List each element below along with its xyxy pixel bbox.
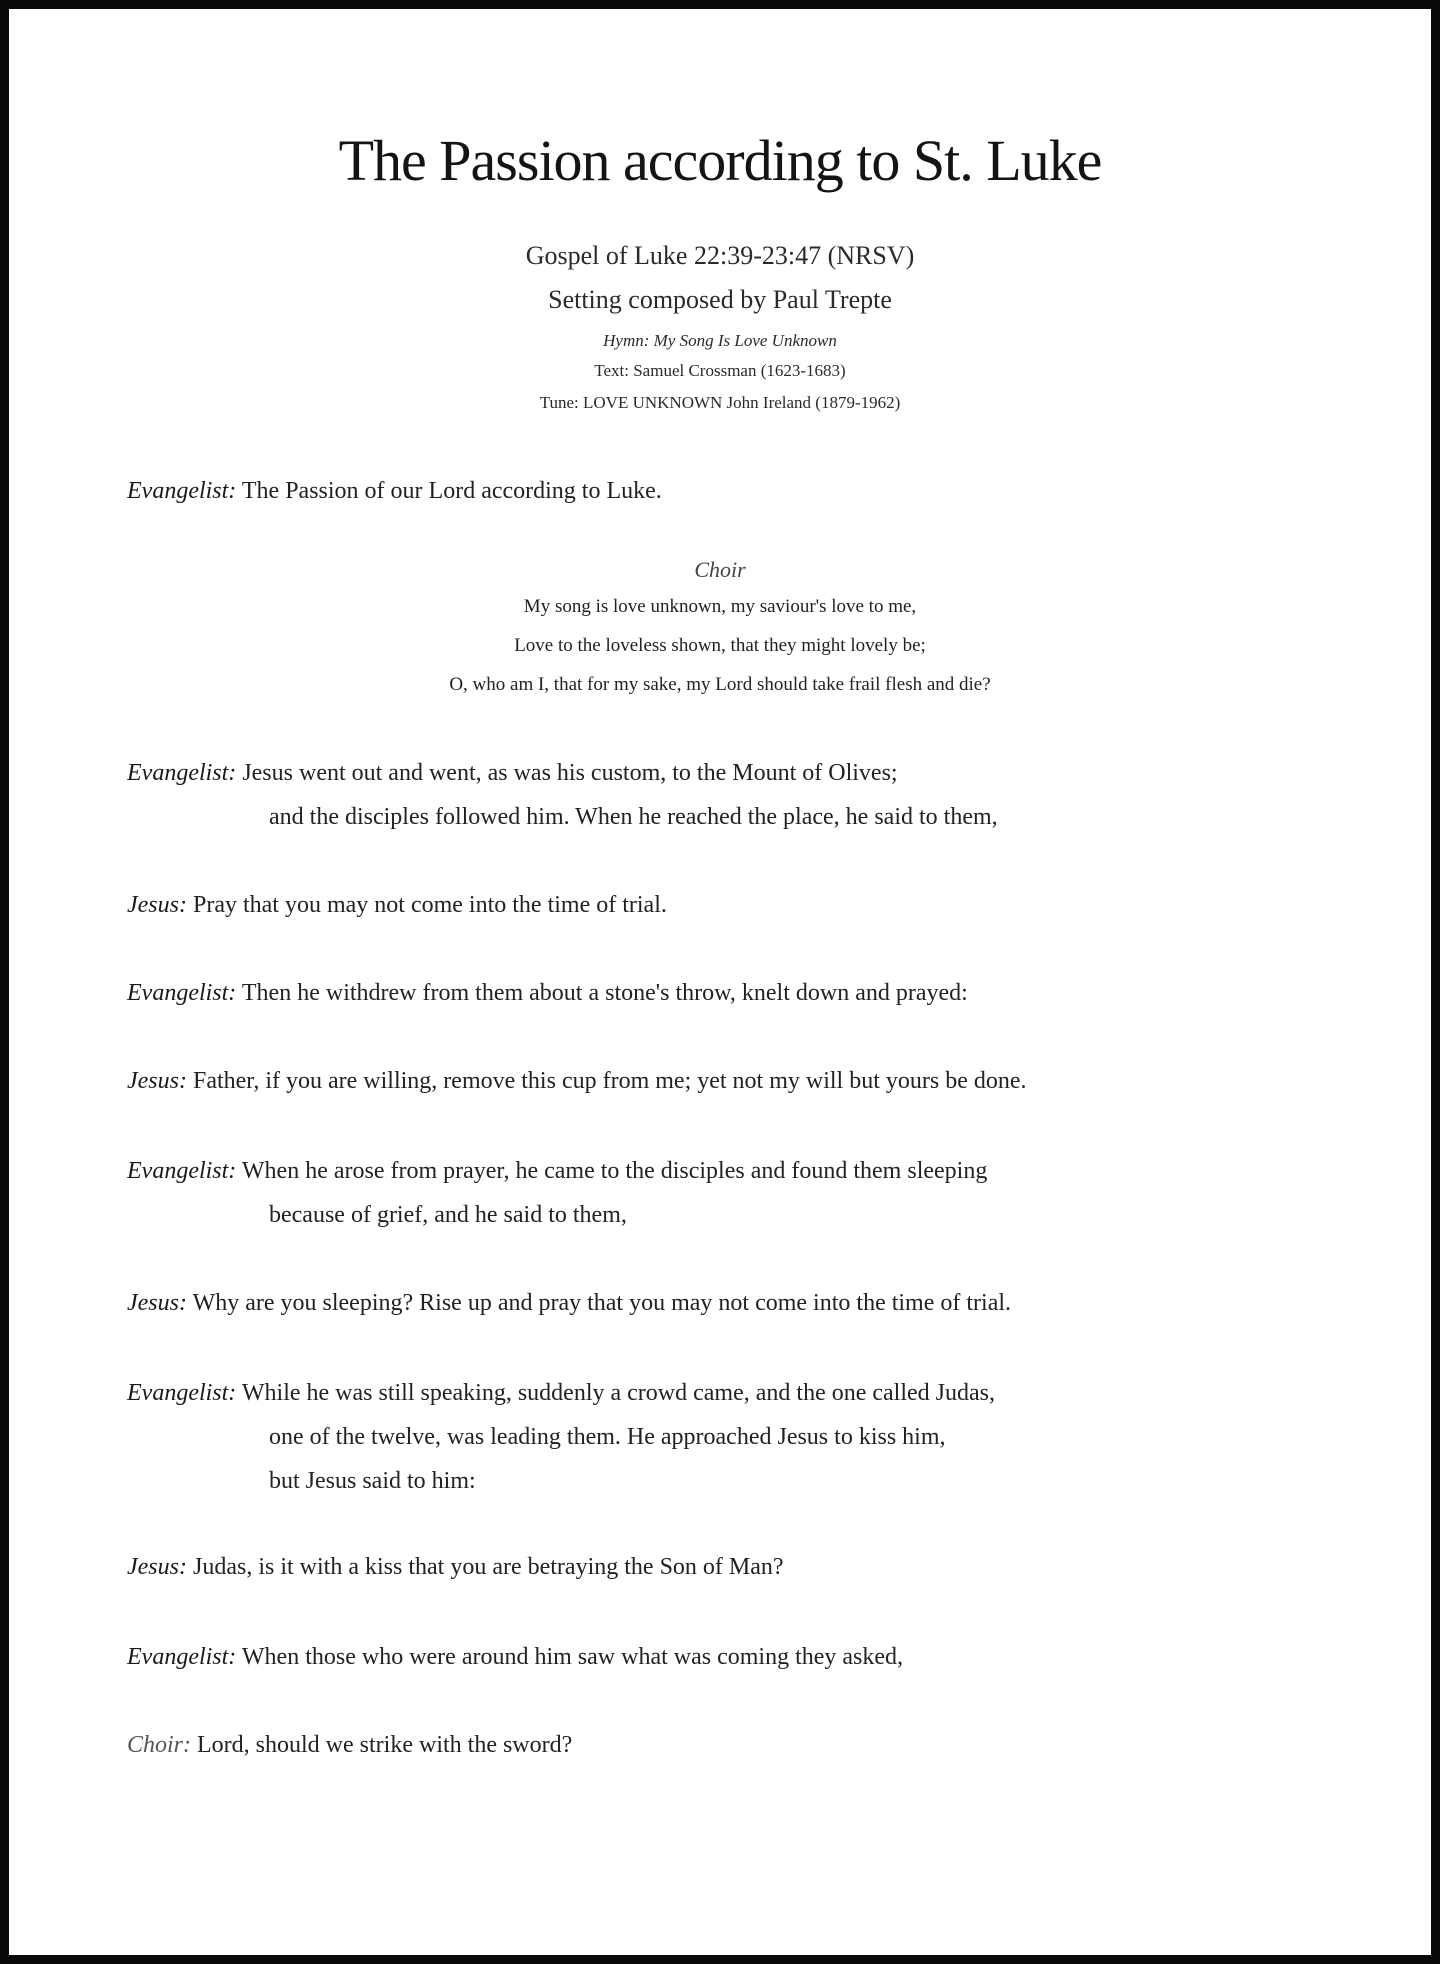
speaker-label: Evangelist: xyxy=(127,1380,237,1406)
dialogue-line: The Passion of our Lord according to Luke. xyxy=(241,478,662,504)
dialogue-line: Judas, is it with a kiss that you are betraying the Son of Man? xyxy=(192,1554,784,1580)
dialogue-entry xyxy=(127,1545,784,1589)
dialogue-entry xyxy=(127,469,662,513)
dialogue-line: Pray that you may not come into the time of trial. xyxy=(192,892,667,918)
speaker-label: Jesus: xyxy=(127,1290,187,1316)
speaker-label: Jesus: xyxy=(127,1068,187,1094)
speaker-label: Jesus: xyxy=(127,1554,187,1580)
verse-line: O, who am I, that for my sake, my Lord should take frail flesh and die? xyxy=(449,674,991,695)
dialogue-line: Father, if you are willing, remove this cup from me; yet not my will but yours be done. xyxy=(192,1068,1027,1094)
dialogue-line: Lord, should we strike with the sword? xyxy=(197,1732,573,1758)
dialogue-entry xyxy=(127,1281,1011,1325)
verse-line: Love to the loveless shown, that they might lovely be; xyxy=(514,635,926,656)
dialogue-line: because of grief, and he said to them, xyxy=(269,1202,627,1228)
dialogue-entry xyxy=(127,1371,995,1503)
dialogue-entry xyxy=(127,1635,903,1679)
dialogue-entry xyxy=(127,751,998,839)
speaker-label: Evangelist: xyxy=(127,980,237,1006)
dialogue-entry xyxy=(127,1149,987,1237)
speaker-label: Jesus: xyxy=(127,892,187,918)
speaker-label: Evangelist: xyxy=(127,1158,237,1184)
dialogue-line: When he arose from prayer, he came to the disciples and found them sleeping xyxy=(241,1158,988,1184)
dialogue-entry xyxy=(127,883,667,927)
dialogue-line: When those who were around him saw what was coming they asked, xyxy=(241,1644,904,1670)
tune-credit: Tune: LOVE UNKNOWN John Ireland (1879-1962) xyxy=(539,393,901,412)
setting-credit: Setting composed by Paul Trepte xyxy=(548,285,892,314)
dialogue-line: While he was still speaking, suddenly a crowd came, and the one called Judas, xyxy=(241,1380,995,1406)
speaker-label: Choir: xyxy=(127,1732,192,1758)
dialogue-line: Then he withdrew from them about a stone's throw, knelt down and prayed: xyxy=(241,980,968,1006)
page-title: The Passion according to St. Luke xyxy=(338,128,1102,193)
choir-verse xyxy=(9,553,1431,704)
verse-line: My song is love unknown, my saviour's love to me, xyxy=(523,596,917,617)
dialogue-line: one of the twelve, was leading them. He approached Jesus to kiss him, xyxy=(269,1424,946,1450)
speaker-label: Evangelist: xyxy=(127,760,237,786)
dialogue-entry xyxy=(127,971,968,1015)
hymn-credit: Hymn: My Song Is Love Unknown xyxy=(603,331,837,350)
dialogue-line: Why are you sleeping? Rise up and pray that you may not come into the time of trial. xyxy=(192,1290,1012,1316)
dialogue-line: but Jesus said to him: xyxy=(269,1468,476,1494)
speaker-label: Evangelist: xyxy=(127,478,237,504)
dialogue-entry xyxy=(127,1059,1027,1103)
dialogue-line: and the disciples followed him. When he reached the place, he said to them, xyxy=(269,804,998,830)
gospel-reference: Gospel of Luke 22:39-23:47 (NRSV) xyxy=(525,241,915,270)
choir-label: Choir xyxy=(694,557,746,582)
dialogue-line: Jesus went out and went, as was his custom, to the Mount of Olives; xyxy=(242,760,898,786)
dialogue-entry xyxy=(127,1723,572,1767)
text-credit: Text: Samuel Crossman (1623-1683) xyxy=(594,361,846,380)
speaker-label: Evangelist: xyxy=(127,1644,237,1670)
